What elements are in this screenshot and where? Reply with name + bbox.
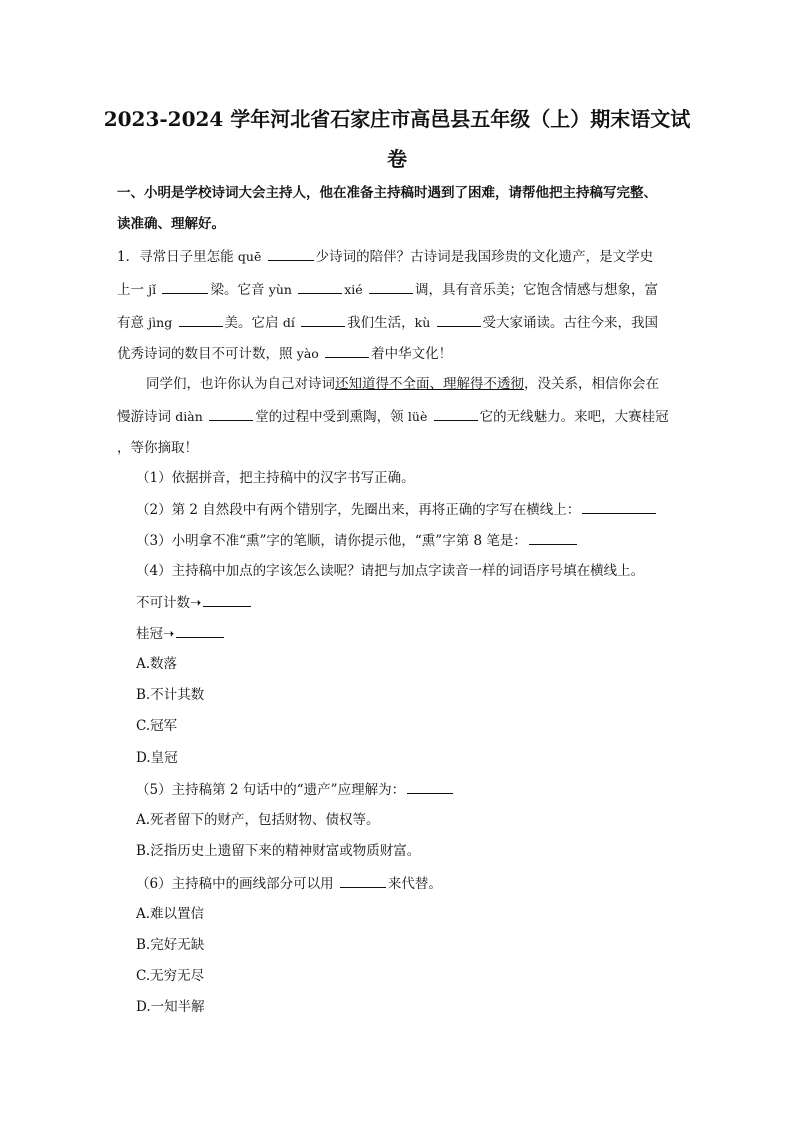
sub-question-3 bbox=[136, 530, 579, 551]
answer-blank[interactable] bbox=[176, 623, 224, 638]
sub-question-1: （1）依据拼音，把主持稿中的汉字书写正确。 bbox=[136, 470, 415, 486]
pinyin-lue: lüè bbox=[407, 409, 428, 424]
passage-text: 同学们，也许你认为自己对诗词 bbox=[146, 376, 335, 392]
passage-text: 调，具有音乐美；它饱含情感与想象，富 bbox=[414, 282, 658, 298]
pinyin-ku: kù bbox=[414, 315, 431, 330]
option-4c: C.冠军 bbox=[136, 718, 178, 734]
sub-question-text: （3）小明拿不准“熏”字的笔顺，请你提示他，“熏”字第 8 笔是： bbox=[136, 533, 527, 549]
passage-line-5 bbox=[146, 374, 659, 394]
answer-blank[interactable] bbox=[434, 406, 478, 421]
sub-question-6 bbox=[136, 873, 442, 894]
pinyin-que: quē bbox=[237, 249, 262, 264]
passage-line-2 bbox=[117, 279, 658, 300]
answer-blank[interactable] bbox=[325, 343, 369, 358]
pinyin-dian: diàn bbox=[175, 409, 203, 424]
option-6a: A.难以置信 bbox=[136, 906, 205, 922]
exam-title-line2: 卷 bbox=[387, 147, 407, 171]
answer-blank[interactable] bbox=[162, 279, 208, 294]
passage-text: 美。它启 bbox=[224, 315, 283, 331]
passage-text: 上一 bbox=[117, 282, 149, 298]
answer-blank[interactable] bbox=[298, 279, 342, 294]
passage-text: 我们生活， bbox=[347, 315, 415, 331]
answer-blank[interactable] bbox=[179, 312, 223, 327]
option-4a: A.数落 bbox=[136, 656, 178, 672]
answer-blank[interactable] bbox=[582, 499, 656, 514]
option-4b: B.不计其数 bbox=[136, 687, 205, 703]
pinyin-di: dí bbox=[282, 315, 295, 330]
exam-title-line1: 2023-2024 学年河北省石家庄市高邑县五年级（上）期末语文试 bbox=[103, 107, 691, 131]
passage-text: 慢游诗词 bbox=[117, 409, 176, 425]
sub-question-text: 不可计数➝ bbox=[136, 595, 202, 611]
passage-text: 梁。它音 bbox=[210, 282, 269, 298]
answer-blank[interactable] bbox=[340, 873, 386, 888]
passage-line-3 bbox=[117, 312, 658, 333]
passage-text: 它的无线魅力。来吧，大赛桂冠 bbox=[479, 409, 669, 425]
sub-question-4: （4）主持稿中加点的字该怎么读呢？请把与加点字读音一样的词语序号填在横线上。 bbox=[136, 563, 645, 579]
pinyin-yao: yào bbox=[296, 346, 319, 361]
pinyin-yun: yùn bbox=[268, 282, 292, 297]
sub-question-4-a bbox=[136, 592, 253, 613]
passage-text: ，没关系，相信你会在 bbox=[524, 376, 659, 392]
pinyin-ji: jǐ bbox=[148, 282, 157, 297]
sub-question-4-b bbox=[136, 623, 226, 644]
passage-text: 少诗词的陪伴？古诗词是我国珍贵的文化遗产，是文学史 bbox=[315, 249, 654, 265]
answer-blank[interactable] bbox=[369, 279, 413, 294]
underlined-phrase: 还知道得不全面、理解得不透彻 bbox=[335, 376, 524, 392]
passage-line-7: ，等你摘取！ bbox=[117, 440, 198, 456]
answer-blank[interactable] bbox=[407, 779, 453, 794]
answer-blank[interactable] bbox=[437, 312, 481, 327]
answer-blank[interactable] bbox=[301, 312, 345, 327]
passage-text: 有意 bbox=[117, 315, 149, 331]
passage-text: 堂的过程中受到熏陶，领 bbox=[255, 409, 408, 425]
option-6d: D.一知半解 bbox=[136, 999, 205, 1015]
sub-question-5 bbox=[136, 779, 455, 800]
answer-blank[interactable] bbox=[529, 530, 577, 545]
pinyin-jing: jìng bbox=[148, 315, 173, 330]
sub-question-text: （2）第 2 自然段中有两个错别字，先圈出来，再将正确的字写在横线上： bbox=[136, 502, 581, 518]
passage-text: 优秀诗词的数目不可计数，照 bbox=[117, 346, 297, 362]
question-number: 1． bbox=[117, 249, 140, 265]
sub-question-text: （5）主持稿第 2 句话中的“遗产”应理解为： bbox=[136, 782, 406, 798]
passage-text: 寻常日子里怎能 bbox=[139, 249, 238, 265]
section-heading-line2: 读准确、理解好。 bbox=[117, 216, 225, 232]
option-6c: C.无穷无尽 bbox=[136, 968, 205, 984]
answer-blank[interactable] bbox=[268, 246, 314, 261]
passage-line-1 bbox=[117, 246, 653, 267]
sub-question-text: 来代替。 bbox=[387, 876, 442, 892]
option-5a: A.死者留下的财产，包括财物、债权等。 bbox=[136, 812, 380, 828]
option-5b: B.泛指历史上遗留下来的精神财富或物质财富。 bbox=[136, 843, 421, 859]
sub-question-text: （6）主持稿中的画线部分可以用 bbox=[136, 876, 338, 892]
option-6b: B.完好无缺 bbox=[136, 937, 205, 953]
answer-blank[interactable] bbox=[209, 406, 253, 421]
sub-question-2 bbox=[136, 499, 658, 520]
passage-line-6 bbox=[117, 406, 669, 427]
section-heading-line1: 一、小明是学校诗词大会主持人，他在准备主持稿时遇到了困难，请帮他把主持稿写完整、 bbox=[117, 185, 657, 201]
passage-text: 着中华文化！ bbox=[371, 346, 453, 362]
pinyin-xie: xié bbox=[344, 282, 363, 297]
passage-text: 受大家诵读。古往今来，我国 bbox=[482, 315, 659, 331]
answer-blank[interactable] bbox=[203, 592, 251, 607]
passage-line-4 bbox=[117, 343, 452, 364]
sub-question-text: 桂冠➝ bbox=[136, 626, 175, 642]
option-4d: D.皇冠 bbox=[136, 750, 178, 766]
